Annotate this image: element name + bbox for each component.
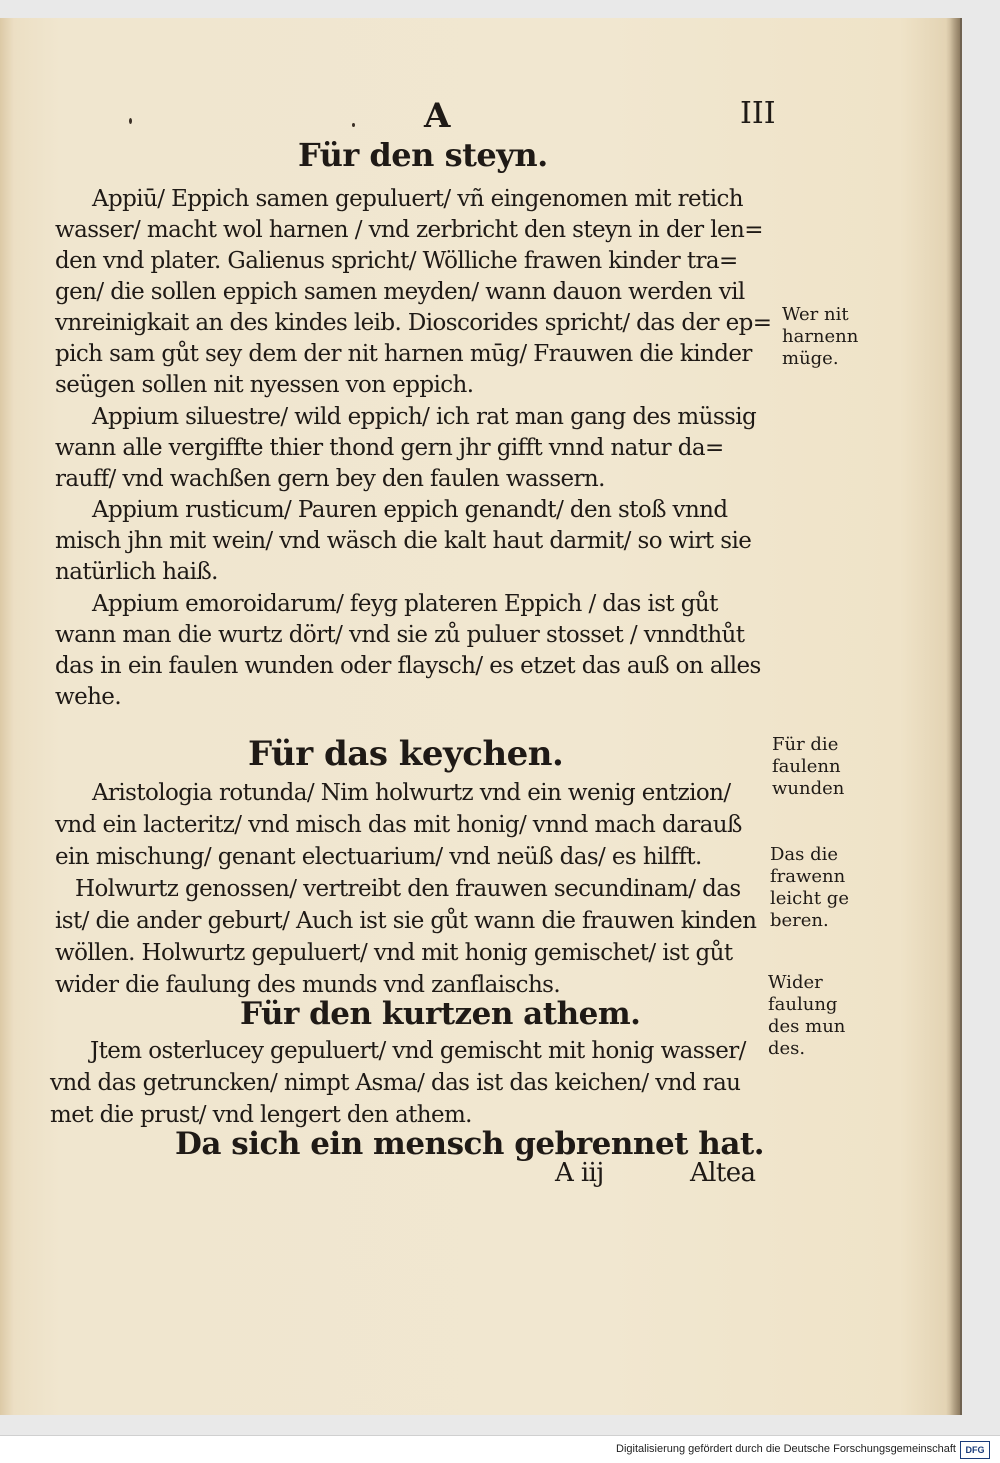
margin-note-line: des. — [768, 1038, 806, 1059]
text-line: wann man die wurtz dört/ vnd sie zů puluer stosset / vnndthůt — [55, 622, 745, 648]
section-heading: Für den steyn. — [298, 136, 548, 174]
footer-bar — [0, 1435, 1000, 1463]
signature-mark: A — [424, 96, 451, 136]
ink-speck — [352, 123, 355, 127]
text-line: met die prust/ vnd lengert den athem. — [50, 1102, 472, 1128]
text-line: vnd das getruncken/ nimpt Asma/ das ist das keichen/ vnd rau — [50, 1070, 741, 1096]
text-line: pich sam gůt sey dem der nit harnen mūg/ Frauwen die kinder — [55, 341, 752, 367]
text-line: wider die faulung des munds vnd zanflaischs. — [55, 972, 561, 998]
text-line: rauff/ vnd wachßen gern bey den faulen wassern. — [55, 466, 605, 492]
text-line: den vnd plater. Galienus spricht/ Wölliche frawen kinder tra= — [55, 248, 738, 274]
catchword: Altea — [690, 1158, 756, 1188]
section-heading: Für das keychen. — [248, 734, 564, 774]
text-line: Appium rusticum/ Pauren eppich genandt/ den stoß vnnd — [92, 497, 728, 523]
text-line: Aristologia rotunda/ Nim holwurtz vnd ein wenig entzion/ — [92, 780, 731, 806]
text-line: ist/ die ander geburt/ Auch ist sie gůt wann die frauwen kinden — [55, 908, 757, 934]
margin-note-line: des mun — [768, 1016, 846, 1037]
margin-note-line: Wer nit — [782, 304, 849, 325]
text-line: misch jhn mit wein/ vnd wäsch die kalt haut darmit/ so wirt sie — [55, 528, 752, 554]
margin-note — [782, 304, 892, 370]
margin-note-line: frawenn — [770, 866, 846, 887]
text-line: wehe. — [55, 684, 122, 710]
text-line: vnd ein lacteritz/ vnd misch das mit honig/ vnnd mach darauß — [55, 812, 742, 838]
text-line: natürlich haiß. — [55, 559, 218, 585]
margin-note — [770, 844, 880, 932]
text-line: ein mischung/ genant electuarium/ vnd neüß das/ es hilfft. — [55, 844, 702, 870]
text-line: Appium siluestre/ wild eppich/ ich rat man gang des müssig — [92, 404, 757, 430]
margin-note-line: Wider — [768, 972, 823, 993]
margin-note-line: harnenn — [782, 326, 859, 347]
margin-note — [772, 734, 882, 800]
text-line: das in ein faulen wunden oder flaysch/ es etzet das auß on alles — [55, 653, 761, 679]
text-line: Jtem osterlucey gepuluert/ vnd gemischt mit honig wasser/ — [90, 1038, 746, 1064]
text-line: Holwurtz genossen/ vertreibt den frauwen secundinam/ das — [75, 876, 741, 902]
signature-footer: A iij — [555, 1158, 604, 1188]
section-heading: Für den kurtzen athem. — [240, 996, 641, 1032]
margin-note-line: leicht ge — [770, 888, 849, 909]
text-line: wann alle vergiffte thier thond gern jhr gifft vnnd natur da= — [55, 435, 724, 461]
ink-speck — [129, 118, 132, 124]
funding-credit: Digitalisierung gefördert durch die Deutsche Forschungsgemeinschaft — [616, 1443, 956, 1455]
page-edge-shadow — [946, 18, 960, 1415]
dfg-logo-icon: DFG — [960, 1441, 990, 1459]
margin-note-line: Das die — [770, 844, 839, 865]
text-line: wöllen. Holwurtz gepuluert/ vnd mit honig gemischet/ ist gůt — [55, 940, 733, 966]
margin-note-line: Für die — [772, 734, 839, 755]
page-scan — [0, 18, 962, 1415]
folio-number: III — [740, 96, 776, 131]
margin-note — [768, 972, 878, 1060]
text-line: wasser/ macht wol harnen / vnd zerbricht den steyn in der len= — [55, 217, 763, 243]
text-line: seügen sollen nit nyessen von eppich. — [55, 372, 474, 398]
margin-note-line: beren. — [770, 910, 829, 931]
margin-note-line: faulenn — [772, 756, 841, 777]
text-line: Appium emoroidarum/ feyg plateren Eppich / das ist gůt — [92, 591, 718, 617]
section-heading: Da sich ein mensch gebrennet hat. — [175, 1126, 765, 1162]
text-line: Appiū/ Eppich samen gepuluert/ vñ eingenomen mit retich — [92, 186, 743, 212]
text-line: vnreinigkait an des kindes leib. Dioscorides spricht/ das der ep= — [55, 310, 772, 336]
text-line: gen/ die sollen eppich samen meyden/ wann dauon werden vil — [55, 279, 745, 305]
margin-note-line: faulung — [768, 994, 838, 1015]
margin-note-line: wunden — [772, 778, 845, 799]
margin-note-line: müge. — [782, 348, 839, 369]
